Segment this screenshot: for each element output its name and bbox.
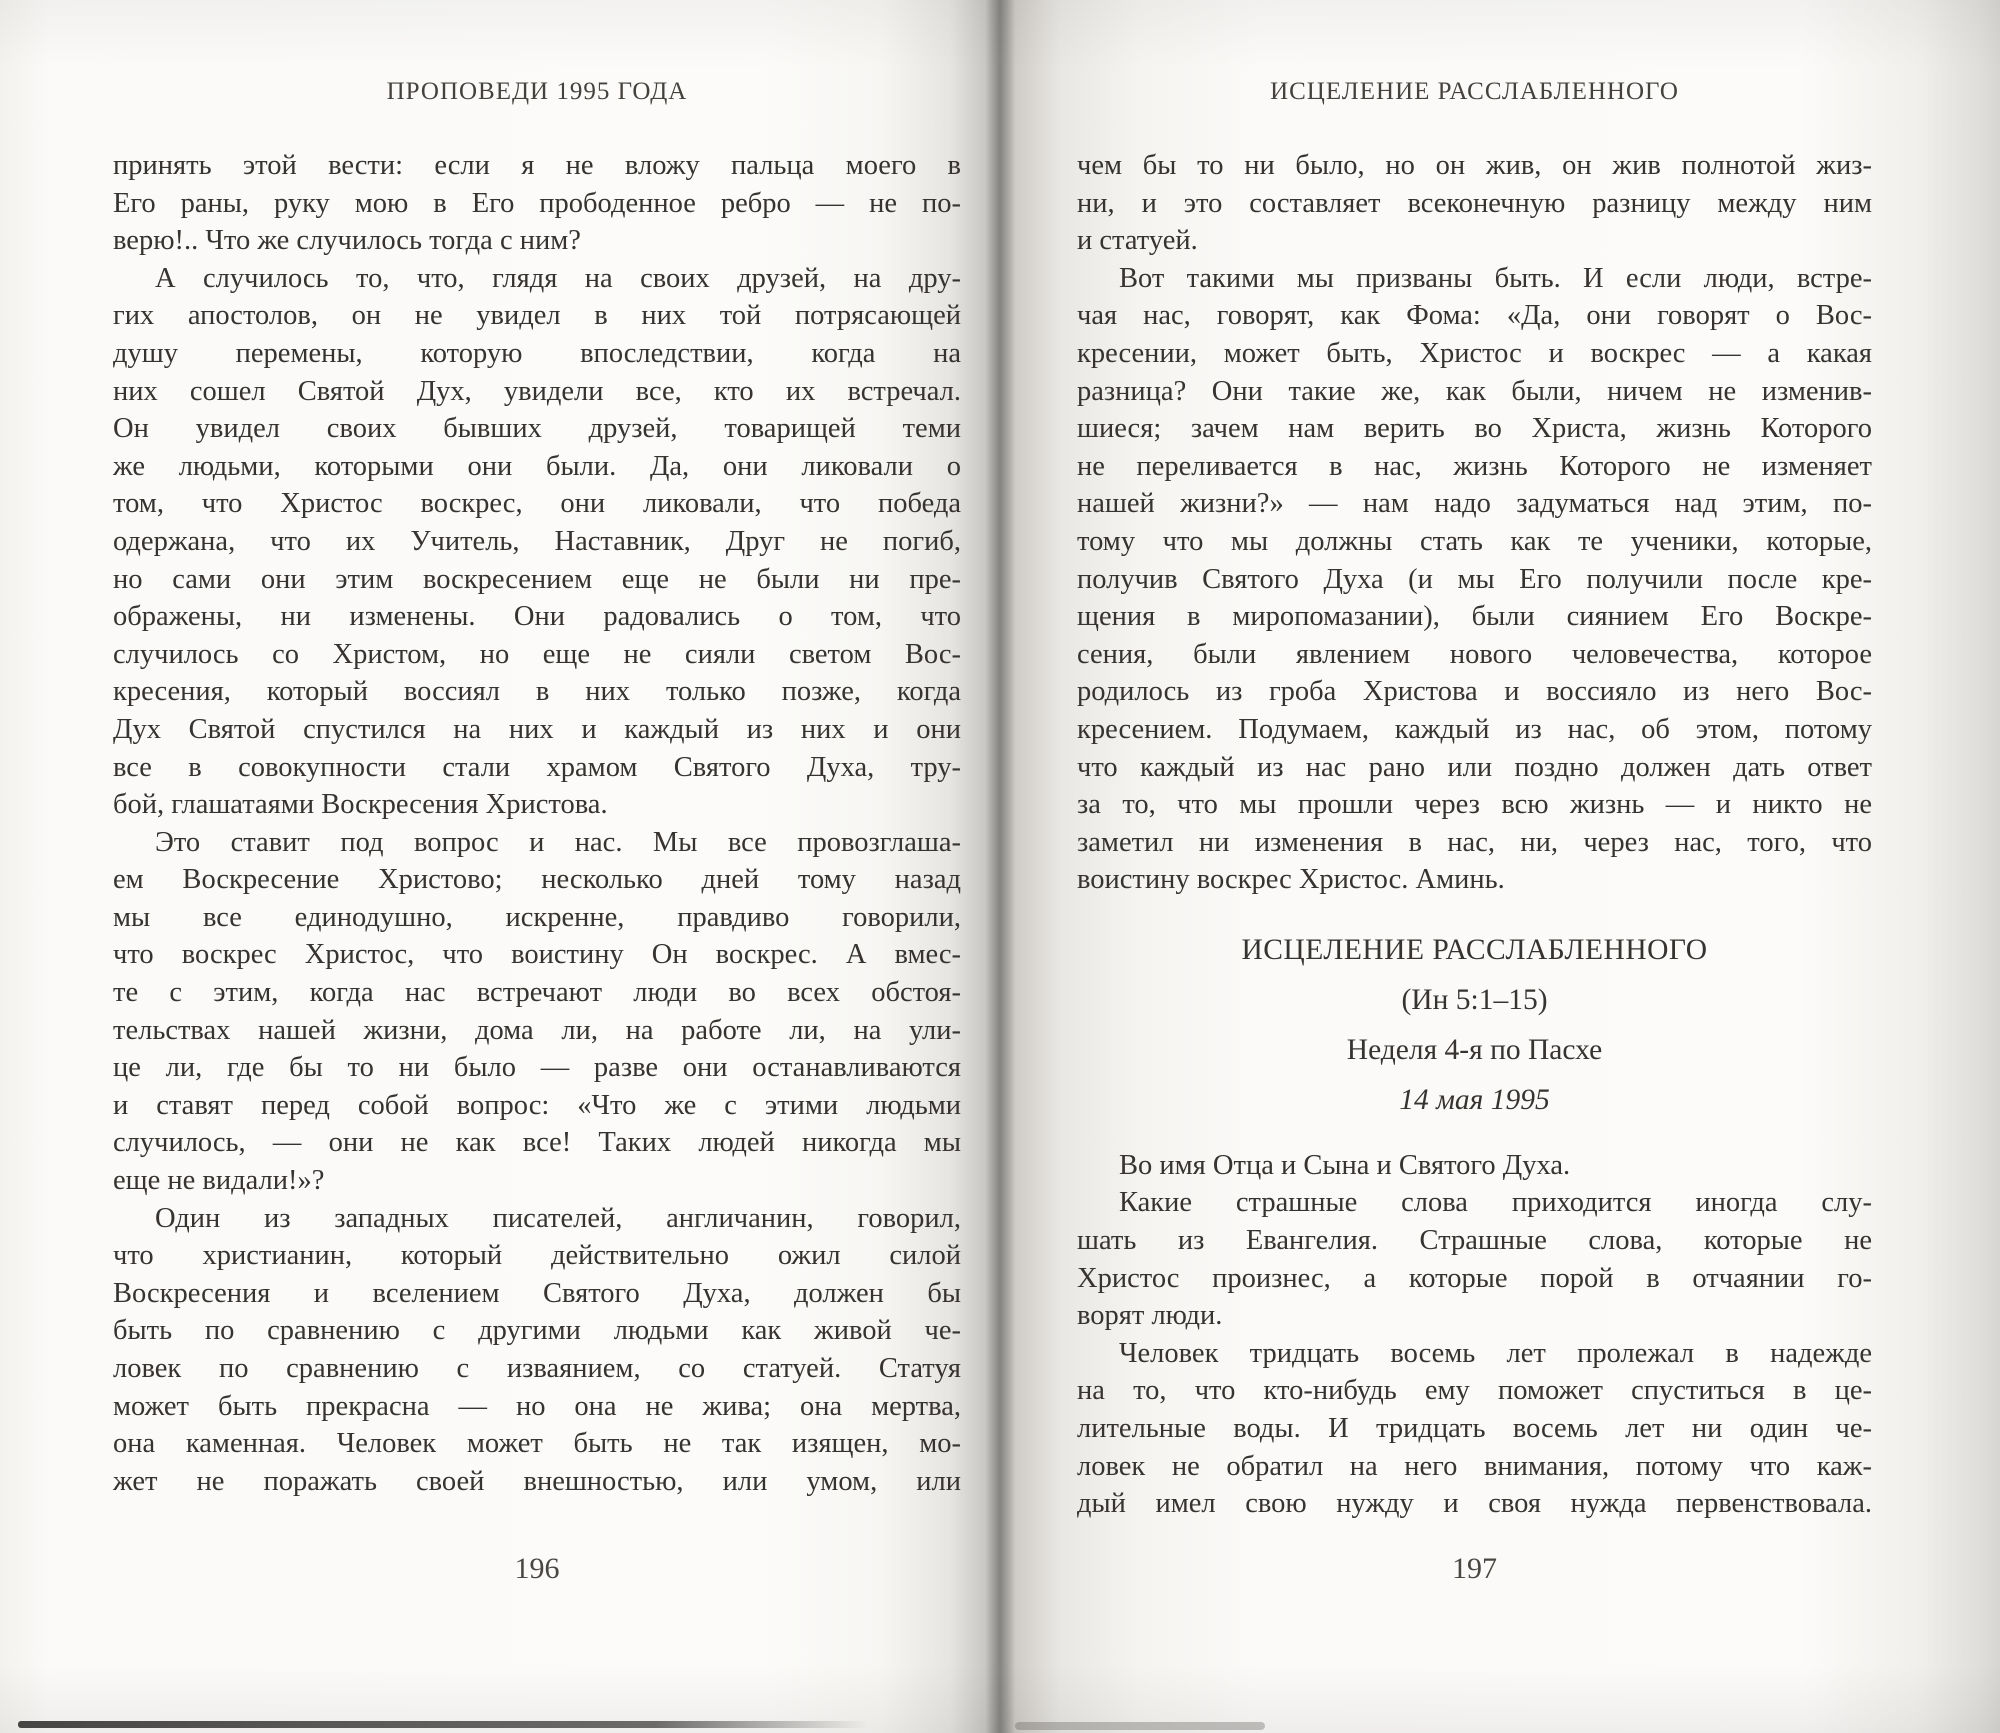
text-line: чая нас, говорят, как Фома: «Да, они говорят о Вос- — [1077, 300, 1872, 332]
text-line: Это ставит под вопрос и нас. Мы все провозглаша- — [155, 826, 961, 858]
text-line: душу перемены, которую впоследствии, когда на — [113, 337, 961, 369]
text-line: что воскрес Христос, что воистину Он воскрес. А вмес- — [113, 939, 961, 971]
text-line: может быть прекрасна — но она не жива; она мертва, — [113, 1390, 961, 1422]
text-line: еще не видали!»? — [113, 1165, 325, 1197]
text-line: нашей жизни?» — нам надо задуматься над этим, по- — [1077, 488, 1872, 520]
text-line: Человек тридцать восемь лет пролежал в надежде — [1119, 1337, 1872, 1369]
text-line: Христос произнес, а которые порой в отчаянии го- — [1077, 1262, 1872, 1294]
sermon-heading — [1077, 925, 1872, 1125]
text-line: же людьми, которыми они были. Да, они ликовали о — [113, 450, 961, 482]
text-line: бой, глашатаями Воскресения Христова. — [113, 789, 608, 821]
paragraph — [1077, 1335, 1872, 1523]
text-line: случилось, — они не как все! Таких людей никогда мы — [113, 1127, 961, 1159]
text-line: одержана, что их Учитель, Наставник, Друг не погиб, — [113, 525, 961, 557]
text-line: не переливается в нас, жизнь Которого не изменяет — [1077, 450, 1872, 482]
text-line: Дух Святой спустился на них и каждый из них и они — [113, 713, 961, 745]
text-line: принять этой вести: если я не вложу пальца моего в — [113, 150, 961, 181]
text-line: Воскресения и вселением Святого Духа, должен бы — [113, 1277, 961, 1309]
right-page-number: 197 — [1452, 1552, 1497, 1585]
text-line: ворят люди. — [1077, 1300, 1223, 1332]
text-line: А случилось то, что, глядя на своих друзей, на дру- — [155, 262, 961, 294]
sermon-date: 14 мая 1995 — [1399, 1083, 1550, 1116]
right-running-header: ИСЦЕЛЕНИЕ РАССЛАБЛЕННОГО — [1270, 78, 1679, 105]
page-gutter-shadow — [985, 0, 1015, 1733]
text-line: верю!.. Что же случилось тогда с ним? — [113, 225, 581, 257]
text-line: ем Воскресение Христово; несколько дней тому назад — [113, 864, 961, 896]
text-line: воистину воскрес Христос. Аминь. — [1077, 864, 1505, 896]
right-page — [1077, 0, 1872, 1733]
left-page — [113, 0, 961, 1733]
paragraph — [1077, 147, 1872, 260]
paragraph — [113, 824, 961, 1200]
text-line: что каждый из нас рано или поздно должен дать ответ — [1077, 751, 1872, 783]
text-line: лительные воды. И тридцать восемь лет ни один че- — [1077, 1413, 1872, 1445]
text-line: заметил ни изменения в нас, ни, через нас, того, что — [1077, 826, 1872, 858]
scan-bottom-edge — [18, 1721, 868, 1728]
text-line: она каменная. Человек может быть не так изящен, мо- — [113, 1428, 961, 1460]
text-line: Его раны, руку мою в Его прободенное ребро — не по- — [113, 187, 961, 219]
text-line: кресения, который воссиял в них только позже, когда — [113, 676, 961, 708]
text-line: случилось со Христом, но еще не сияли светом Вос- — [113, 638, 961, 670]
scan-bottom-edge-gutter — [1015, 1722, 1265, 1730]
text-line: Вот такими мы призваны быть. И если люди, встре- — [1119, 262, 1872, 294]
text-line: них сошел Святой Дух, увидели все, кто их встречал. — [113, 375, 961, 407]
paragraph — [113, 147, 961, 260]
paragraph — [113, 260, 961, 824]
text-line: жет не поражать своей внешностью, или умом, или — [113, 1465, 961, 1497]
left-page-number: 196 — [514, 1552, 560, 1585]
paragraph — [113, 1200, 961, 1501]
text-line: ловек не обратил на него внимания, потому что каж- — [1077, 1450, 1872, 1482]
text-line: и ставят перед собой вопрос: «Что же с этими людьми — [113, 1089, 961, 1121]
text-line: родилось из гроба Христова и воссияло из него Вос- — [1077, 676, 1872, 708]
left-running-header: ПРОПОВЕДИ 1995 ГОДА — [386, 78, 688, 105]
text-line: тельствах нашей жизни, дома ли, на работе ли, на ули- — [113, 1014, 961, 1046]
text-line: Он увидел своих бывших друзей, товарищей теми — [113, 413, 961, 445]
sermon-title: ИСЦЕЛЕНИЕ РАССЛАБЛЕННОГО — [1241, 933, 1708, 966]
text-line: це ли, где бы то ни было — разве они останавливаются — [113, 1052, 961, 1084]
text-line: Во имя Отца и Сына и Святого Духа. — [1119, 1149, 1571, 1181]
text-line: том, что Христос воскрес, они ликовали, что победа — [113, 488, 961, 520]
text-line: ображены, ни изменены. Они радовались о том, что — [113, 601, 961, 633]
right-page-body-top — [1077, 147, 1872, 899]
text-line: на то, что кто-нибудь ему поможет спуститься в це- — [1077, 1375, 1872, 1407]
text-line: за то, что мы прошли через всю жизнь — и никто не — [1077, 789, 1872, 821]
right-page-body-bottom — [1077, 1147, 1872, 1523]
text-line: шать из Евангелия. Страшные слова, которые не — [1077, 1225, 1872, 1257]
text-line: дый имел свою нужду и своя нужда первенствовала. — [1077, 1488, 1872, 1520]
paragraph — [1077, 1184, 1872, 1334]
text-line: и статуей. — [1077, 225, 1198, 257]
text-line: что христианин, который действительно ожил силой — [113, 1240, 961, 1272]
text-line: быть по сравнению с другими людьми как живой че- — [113, 1315, 961, 1347]
text-line: шиеся; зачем нам верить во Христа, жизнь Которого — [1077, 413, 1872, 445]
text-line: получив Святого Духа (и мы Его получили после кре- — [1077, 563, 1872, 595]
text-line: чем бы то ни было, но он жив, он жив полнотой жиз- — [1077, 150, 1872, 181]
right-page-flow — [1077, 147, 1872, 1523]
text-line: те с этим, когда нас встречают люди во всех обстоя- — [113, 977, 961, 1009]
text-line: разница? Они такие же, как были, ничем не изменив- — [1077, 375, 1872, 407]
text-line: сения, были явлением нового человечества, которое — [1077, 638, 1872, 670]
text-line: мы все единодушно, искренне, правдиво говорили, — [113, 901, 961, 933]
sermon-scripture-reference: (Ин 5:1–15) — [1401, 983, 1548, 1016]
sermon-week: Неделя 4-я по Пасхе — [1346, 1033, 1603, 1066]
text-line: гих апостолов, он не увидел в них той потрясающей — [113, 300, 961, 332]
text-line: все в совокупности стали храмом Святого Духа, тру- — [113, 751, 961, 783]
paragraph — [1077, 260, 1872, 899]
paragraph — [1077, 1147, 1872, 1185]
text-line: Один из западных писателей, англичанин, говорил, — [155, 1202, 961, 1234]
text-line: тому что мы должны стать как те ученики, которые, — [1077, 525, 1872, 557]
text-line: но сами они этим воскресением еще не были ни пре- — [113, 563, 961, 595]
text-line: кресением. Подумаем, каждый из нас, об этом, потому — [1077, 713, 1872, 745]
text-line: щения в миропомазании), были сиянием Его Воскре- — [1077, 601, 1872, 633]
text-line: Какие страшные слова приходится иногда слу- — [1119, 1187, 1872, 1219]
text-line: ни, и это составляет всеконечную разницу между ним — [1077, 187, 1872, 219]
left-page-body — [113, 147, 961, 1500]
text-line: кресении, может быть, Христос и воскрес — а какая — [1077, 337, 1872, 369]
text-line: ловек по сравнению с изваянием, со статуей. Статуя — [113, 1353, 961, 1384]
